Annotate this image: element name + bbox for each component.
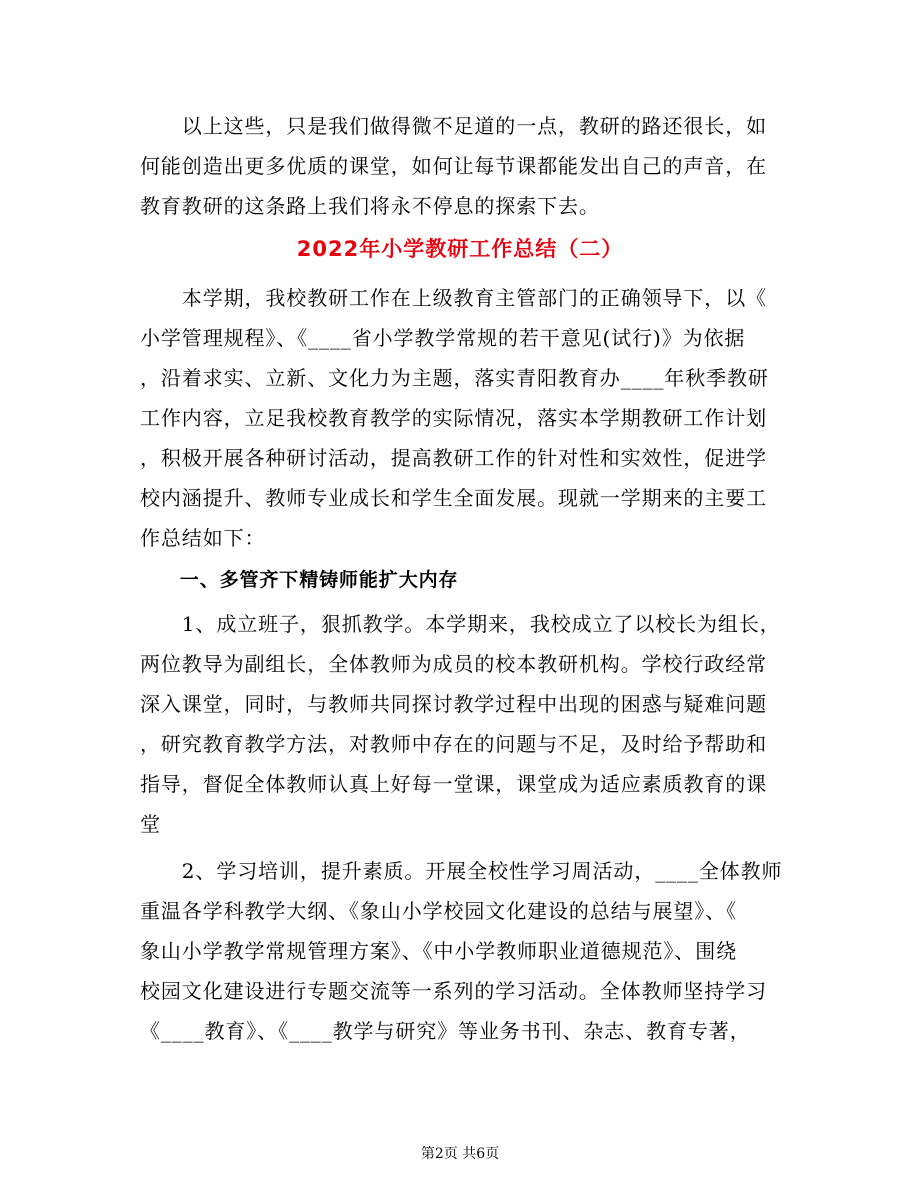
body-line-1: 本学期，我校教研工作在上级教育主管部门的正确领导下，以《 xyxy=(140,286,767,310)
document-title: 2022年小学教研工作总结（二） xyxy=(296,237,624,261)
intro-line-2: 何能创造出更多优质的课堂，如何让每节课都能发出自己的声音，在 xyxy=(140,154,767,178)
para2-line-4: 校园文化建设进行专题交流等一系列的学习活动。全体教师坚持学习 xyxy=(140,979,767,1003)
para1-line-6: 堂 xyxy=(140,812,161,836)
body-line-7: 作总结如下： xyxy=(140,526,266,550)
body-line-3: ，沿着求实、立新、文化力为主题，落实青阳教育办____年秋季教研 xyxy=(140,366,769,390)
page-number-footer: 第2页 共6页 xyxy=(420,1146,500,1162)
body-line-6: 校内涵提升、教师专业成长和学生全面发展。现就一学期来的主要工 xyxy=(140,486,767,510)
para2-line-3: 象山小学教学常规管理方案》、《中小学教师职业道德规范》、围绕 xyxy=(140,939,737,963)
para1-line-4: ，研究教育教学方法，对教师中存在的问题与不足，及时给予帮助和 xyxy=(140,732,767,756)
para2-line-1: 2、学习培训，提升素质。开展全校性学习周活动，____全体教师 xyxy=(140,859,783,883)
body-line-5: ，积极开展各种研讨活动，提高教研工作的针对性和实效性，促进学 xyxy=(140,446,767,470)
body-line-2: 小学管理规程》、《____省小学教学常规的若干意见(试行)》为依据 xyxy=(140,326,746,350)
intro-line-1: 以上这些，只是我们做得微不足道的一点，教研的路还很长，如 xyxy=(140,114,767,138)
para1-line-3: 深入课堂，同时，与教师共同探讨教学过程中出现的困惑与疑难问题 xyxy=(140,692,767,716)
para1-line-1: 1、成立班子，狠抓教学。本学期来，我校成立了以校长为组长， xyxy=(140,612,781,636)
para2-line-2: 重温各学科教学大纲、《象山小学校园文化建设的总结与展望》、《 xyxy=(140,899,737,923)
para1-line-5: 指导，督促全体教师认真上好每一堂课，课堂成为适应素质教育的课 xyxy=(140,772,767,796)
intro-line-3: 教育教研的这条路上我们将永不停息的探索下去。 xyxy=(140,194,600,218)
para2-line-5: 《____教育》、《____教学与研究》等业务书刊、杂志、教育专著， xyxy=(140,1019,751,1043)
section-heading: 一、多管齐下精铸师能扩大内存 xyxy=(140,569,459,591)
para1-line-2: 两位教导为副组长，全体教师为成员的校本教研机构。学校行政经常 xyxy=(140,652,767,676)
body-line-4: 工作内容，立足我校教育教学的实际情况，落实本学期教研工作计划 xyxy=(140,406,767,430)
